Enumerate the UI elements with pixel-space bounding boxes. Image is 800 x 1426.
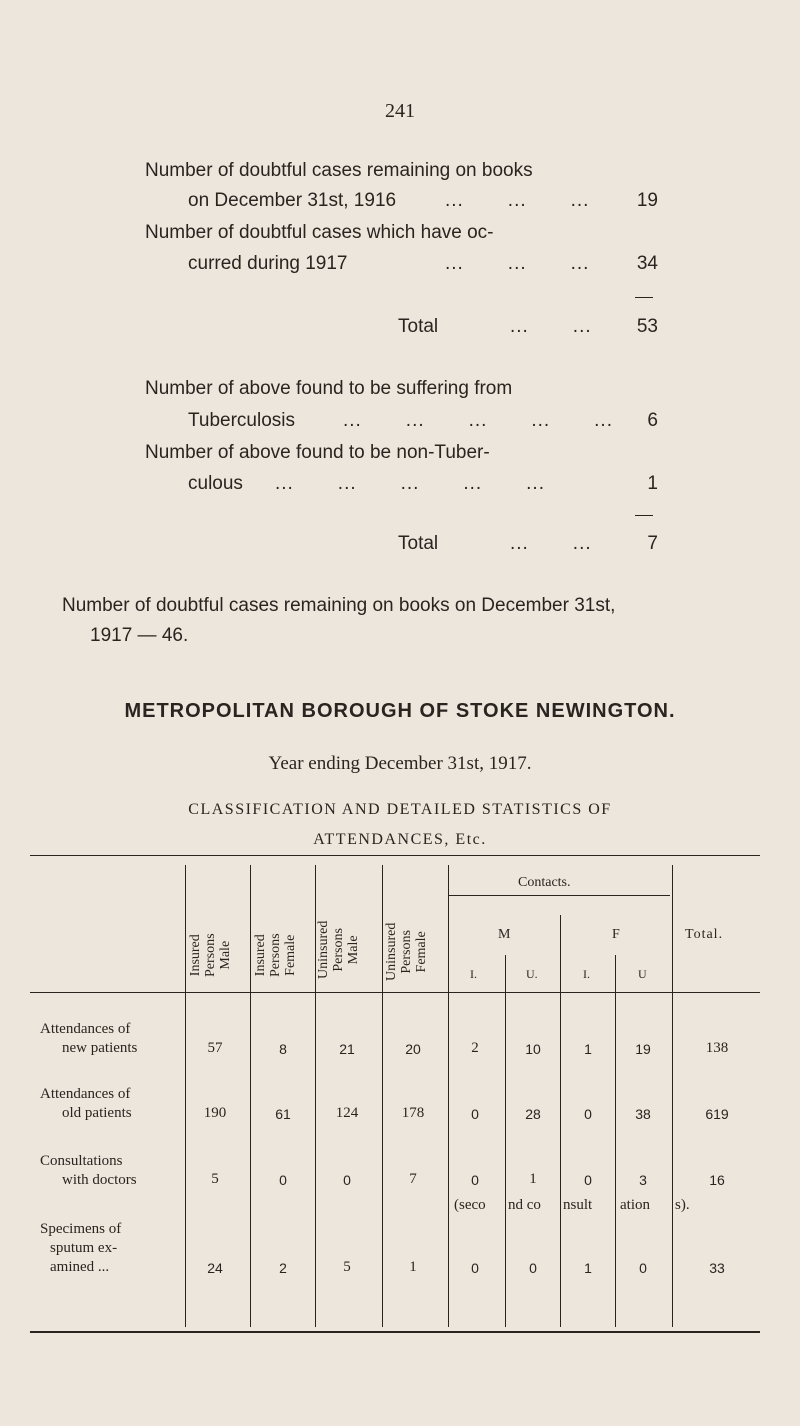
row-label: Consultations with doctors bbox=[40, 1153, 137, 1188]
row-label: Attendances of old patients bbox=[40, 1086, 132, 1121]
contacts-rule bbox=[448, 895, 670, 896]
note-fragment: nd co bbox=[508, 1197, 541, 1213]
doubtful-line-3b: Tuberculosis bbox=[188, 410, 296, 431]
table-cell: 38 bbox=[635, 1106, 651, 1122]
page-number: 241 bbox=[385, 100, 415, 122]
borough-heading: METROPOLITAN BOROUGH OF STOKE NEWINGTON. bbox=[124, 700, 676, 722]
total-label: Total bbox=[398, 316, 439, 337]
header-u-m: U. bbox=[526, 967, 538, 981]
leader-dots: ... ... ... ... ... bbox=[275, 473, 545, 494]
note-fragment: s). bbox=[675, 1197, 690, 1213]
row-label: Specimens of sputum ex- amined ... bbox=[40, 1221, 122, 1275]
doubtful-line-2b: curred during 1917 bbox=[188, 253, 348, 274]
doubtful-line-3a: Number of above found to be suffering from bbox=[145, 378, 513, 399]
col-divider bbox=[672, 865, 673, 1327]
header-insured-female: Insured Persons Female bbox=[253, 933, 298, 977]
classification-line-2: ATTENDANCES, Etc. bbox=[313, 831, 487, 848]
header-insured-male: Insured Persons Male bbox=[188, 933, 233, 977]
total2-value: 7 bbox=[647, 533, 658, 554]
doubtful-line-1a: Number of doubtful cases remaining on books bbox=[145, 160, 533, 181]
col-divider bbox=[448, 865, 449, 1327]
header-total: Total. bbox=[685, 927, 724, 942]
table-cell: 19 bbox=[635, 1041, 651, 1057]
table-cell: 7 bbox=[409, 1171, 417, 1187]
table-top-rule bbox=[30, 855, 760, 856]
remaining-line-a: Number of doubtful cases remaining on books on December 31st, bbox=[62, 595, 616, 616]
sum-rule bbox=[635, 515, 653, 516]
table-cell: 0 bbox=[471, 1106, 479, 1122]
table-cell: 61 bbox=[275, 1106, 291, 1122]
note-fragment: (seco bbox=[454, 1197, 486, 1213]
table-header-rule bbox=[30, 992, 760, 993]
table-cell: 8 bbox=[279, 1041, 287, 1057]
col-divider bbox=[505, 955, 506, 1327]
table-cell: 1 bbox=[584, 1041, 592, 1057]
table-cell: 124 bbox=[335, 1105, 359, 1121]
table-cell: 0 bbox=[584, 1172, 592, 1188]
leader-dots: ... ... ... ... ... bbox=[343, 410, 613, 431]
header-f: F bbox=[612, 927, 620, 942]
leader-dots: ... ... bbox=[510, 533, 592, 554]
total-value: 53 bbox=[636, 316, 658, 337]
table-cell: 1 bbox=[584, 1260, 592, 1276]
value-1917: 34 bbox=[636, 253, 658, 274]
table-cell: 2 bbox=[279, 1260, 287, 1276]
table-cell: 5 bbox=[343, 1259, 351, 1275]
leader-dots: ... ... bbox=[510, 316, 592, 337]
value-1916: 19 bbox=[636, 190, 658, 211]
col-divider bbox=[382, 865, 383, 1327]
table-cell: 10 bbox=[525, 1041, 541, 1057]
header-uninsured-female: Uninsured Persons Female bbox=[384, 922, 429, 981]
sum-rule bbox=[635, 297, 653, 298]
leader-dots: ... ... ... bbox=[445, 253, 590, 274]
table-cell: 138 bbox=[705, 1040, 729, 1056]
table-cell: 16 bbox=[709, 1172, 725, 1188]
table-cell: 0 bbox=[471, 1172, 479, 1188]
table-cell: 33 bbox=[709, 1260, 725, 1276]
header-i-f: I. bbox=[583, 967, 590, 981]
header-uninsured-male: Uninsured Persons Male bbox=[316, 920, 361, 979]
leader-dots: ... ... ... bbox=[445, 190, 590, 211]
table-bottom-rule bbox=[30, 1331, 760, 1333]
table-cell: 1 bbox=[409, 1259, 417, 1275]
header-m: M bbox=[498, 927, 511, 942]
table-cell: 0 bbox=[279, 1172, 287, 1188]
table-cell: 3 bbox=[639, 1172, 647, 1188]
table-cell: 28 bbox=[525, 1106, 541, 1122]
table-cell: 0 bbox=[471, 1260, 479, 1276]
attendance-table bbox=[30, 855, 760, 1335]
table-cell: 57 bbox=[207, 1040, 223, 1056]
table-cell: 5 bbox=[211, 1171, 219, 1187]
table-cell: 178 bbox=[401, 1105, 425, 1121]
table-cell: 0 bbox=[639, 1260, 647, 1276]
total2-label: Total bbox=[398, 533, 439, 554]
table-cell: 0 bbox=[343, 1172, 351, 1188]
remaining-line-b: 1917 — 46. bbox=[90, 625, 189, 646]
col-divider bbox=[185, 865, 186, 1327]
header-contacts: Contacts. bbox=[518, 875, 571, 890]
note-fragment: nsult bbox=[563, 1197, 593, 1213]
table-cell: 190 bbox=[203, 1105, 227, 1121]
table-cell: 1 bbox=[529, 1171, 537, 1187]
table-cell: 24 bbox=[207, 1260, 223, 1276]
col-divider bbox=[560, 915, 561, 1327]
value-tuberculosis: 6 bbox=[647, 410, 658, 431]
table-cell: 0 bbox=[529, 1260, 537, 1276]
doubtful-line-1b: on December 31st, 1916 bbox=[188, 190, 397, 211]
table-cell: 21 bbox=[339, 1041, 355, 1057]
header-i-m: I. bbox=[470, 967, 477, 981]
col-divider bbox=[250, 865, 251, 1327]
classification-heading bbox=[0, 795, 800, 855]
value-non-tuberculous: 1 bbox=[647, 473, 658, 494]
table-cell: 20 bbox=[405, 1041, 421, 1057]
doubtful-line-2a: Number of doubtful cases which have oc- bbox=[145, 222, 494, 243]
table-cell: 619 bbox=[705, 1106, 729, 1122]
row-label: Attendances of new patients bbox=[40, 1021, 138, 1056]
table-cell: 0 bbox=[584, 1106, 592, 1122]
table-cell: 2 bbox=[471, 1040, 479, 1056]
header-u-f: U bbox=[638, 967, 647, 981]
doubtful-line-4a: Number of above found to be non-Tuber- bbox=[145, 442, 490, 463]
doubtful-line-4b: culous bbox=[188, 473, 243, 494]
classification-line-1: CLASSIFICATION AND DETAILED STATISTICS OF bbox=[188, 801, 612, 818]
col-divider bbox=[615, 955, 616, 1327]
note-fragment: ation bbox=[620, 1197, 650, 1213]
year-heading: Year ending December 31st, 1917. bbox=[268, 753, 532, 774]
